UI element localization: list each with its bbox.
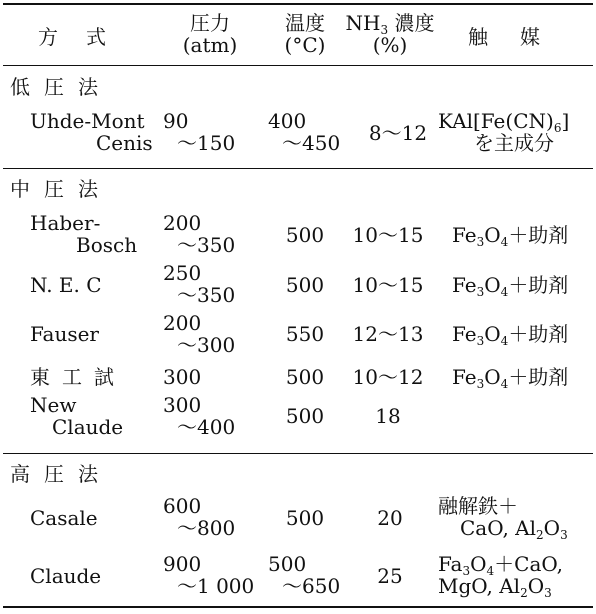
row-uhde-name: Uhde-Mont Cenis [30, 109, 153, 155]
row-haber-temperature: 500 [285, 223, 325, 247]
section-high-pressure: 高圧法 [10, 462, 112, 486]
row-newclaude-nh3: 18 [375, 404, 401, 428]
row-fauser-nh3: 12～13 [352, 322, 424, 346]
row-haber-catalyst: $Fe_3O_4+$助剤 [452, 223, 569, 249]
row-uhde-catalyst: $KAl[Fe(CN)_6]$ を主成分 [438, 109, 570, 155]
header-pressure: 圧力 (atm) [182, 11, 238, 57]
row-casale-catalyst: 融解鉄＋ CaO, $Al_2O_3$ [438, 494, 568, 542]
row-casale-name: Casale [30, 506, 98, 530]
header-temperature: 温度 (°C) [284, 11, 326, 57]
row-nec-nh3: 10～15 [352, 273, 424, 297]
section-low-pressure: 低圧法 [10, 75, 112, 99]
row-uhde-temperature: 400 ～450 [268, 109, 341, 155]
row-toko-nh3: 10～12 [352, 365, 424, 389]
header-method: 方 式 [38, 25, 110, 49]
section-rule-mid [3, 168, 593, 169]
row-claude-pressure: 900 ～1 000 [163, 552, 255, 598]
section-rule-high [3, 453, 593, 454]
row-haber-name: Haber- Bosch [30, 211, 138, 257]
row-haber-nh3: 10～15 [352, 223, 424, 247]
row-toko-pressure: 300 [163, 365, 202, 389]
bottom-rule [3, 606, 593, 608]
row-nec-temperature: 500 [285, 273, 325, 297]
row-claude-temperature: 500 ～650 [268, 552, 341, 598]
row-newclaude-temperature: 500 [285, 404, 325, 428]
row-fauser-name: Fauser [30, 322, 99, 346]
top-rule [3, 3, 593, 5]
row-newclaude-pressure: 300 ～400 [163, 393, 236, 439]
row-casale-pressure: 600 ～800 [163, 494, 236, 540]
row-fauser-temperature: 550 [285, 322, 325, 346]
row-uhde-nh3: 8～12 [368, 121, 428, 145]
row-uhde-pressure: 90 ～150 [163, 109, 236, 155]
row-casale-nh3: 20 [377, 506, 403, 530]
section-mid-pressure: 中圧法 [10, 177, 112, 201]
row-claude-name: Claude [30, 564, 102, 588]
row-nec-catalyst: $Fe_3O_4+$助剤 [452, 273, 569, 299]
row-casale-temperature: 500 [285, 506, 325, 530]
row-toko-temperature: 500 [285, 365, 325, 389]
header-nh3: $NH_3$ 濃度 (%) [345, 11, 435, 57]
header-rule [3, 65, 593, 66]
row-claude-catalyst: $Fa_3O_4+CaO$, MgO, $Al_2O_3$ [438, 552, 563, 600]
row-fauser-pressure: 200 ～300 [163, 311, 236, 357]
row-toko-catalyst: $Fe_3O_4+$助剤 [452, 365, 569, 391]
row-claude-nh3: 25 [377, 564, 403, 588]
row-haber-pressure: 200 ～350 [163, 211, 236, 257]
row-nec-name: N. E. C [30, 273, 102, 297]
header-catalyst: 触 媒 [468, 25, 546, 49]
row-toko-name: 東工試 [30, 365, 126, 389]
row-nec-pressure: 250 ～350 [163, 261, 236, 307]
row-fauser-catalyst: $Fe_3O_4+$助剤 [452, 322, 569, 348]
row-newclaude-name: New Claude [30, 393, 124, 439]
